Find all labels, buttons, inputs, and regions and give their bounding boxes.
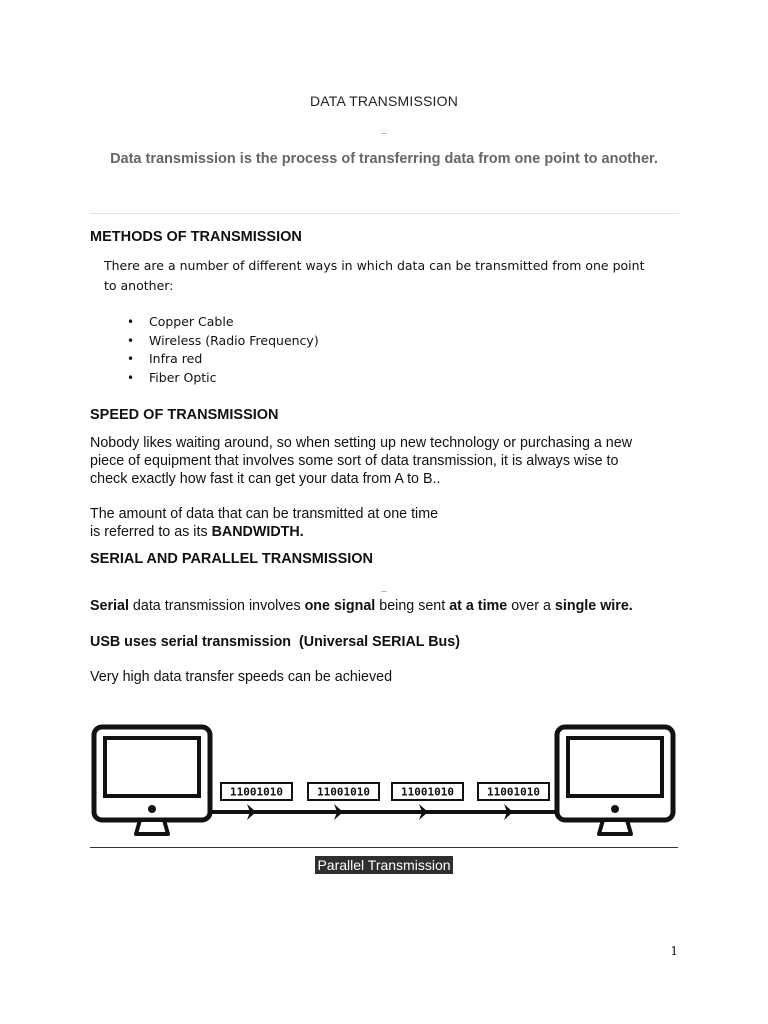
serial-transmission-diagram xyxy=(90,722,680,846)
speed-paragraph xyxy=(90,434,632,488)
svg-text:11001010: 11001010 xyxy=(487,785,540,799)
speed-line-2: piece of equipment that involves some sort of data transmission, it is always wise to xyxy=(90,453,619,469)
caption-label: Parallel Transmission xyxy=(317,857,451,873)
bullet-icon: • xyxy=(127,315,135,329)
intro-text: Data transmission is the process of transferring data from one point to another. xyxy=(110,151,658,167)
bandwidth-term: BANDWIDTH. xyxy=(211,524,304,540)
methods-heading: METHODS OF TRANSMISSION xyxy=(90,229,302,245)
section-divider xyxy=(90,213,679,214)
data-packet xyxy=(478,783,549,800)
decorative-dash xyxy=(381,133,387,134)
list-item: • Infra red xyxy=(104,350,319,369)
decorative-dash xyxy=(381,591,387,592)
data-packet xyxy=(392,783,463,800)
svg-text:11001010: 11001010 xyxy=(230,785,283,799)
bandwidth-line-2: is referred to as its BANDWIDTH. xyxy=(90,524,304,540)
page-title: DATA TRANSMISSION xyxy=(309,93,459,109)
page-number: 1 xyxy=(670,944,678,958)
data-packet xyxy=(308,783,379,800)
methods-intro-line-1: There are a number of different ways in which data can be transmitted from one point xyxy=(104,258,645,273)
methods-intro-line-2: to another: xyxy=(104,278,174,293)
diagram-caption xyxy=(0,857,768,875)
svg-text:11001010: 11001010 xyxy=(317,785,370,799)
usb-note: USB uses serial transmission (Universal SERIAL Bus) xyxy=(90,634,460,650)
bullet-icon: • xyxy=(127,370,135,385)
bullet-icon: • xyxy=(127,352,135,366)
diagram-divider xyxy=(90,847,678,848)
svg-text:11001010: 11001010 xyxy=(401,785,454,799)
data-packet xyxy=(221,783,292,800)
list-item: • Wireless (Radio Frequency) xyxy=(104,332,319,351)
list-item: • Copper Cable xyxy=(104,313,319,332)
speed-line-1: Nobody likes waiting around, so when setting up new technology or purchasing a new xyxy=(90,435,633,451)
serial-definition: Serial data transmission involves one signal being sent at a time over a single wire. xyxy=(90,598,633,614)
computer-monitor-right-icon xyxy=(557,727,673,834)
bullet-icon: • xyxy=(127,333,135,348)
speed-line-3: check exactly how fast it can get your data from A to B.. xyxy=(90,471,441,487)
speed-heading: SPEED OF TRANSMISSION xyxy=(90,407,279,423)
computer-monitor-left-icon xyxy=(94,727,210,834)
bandwidth-paragraph xyxy=(90,505,438,541)
list-item: • Fiber Optic xyxy=(104,369,319,388)
serial-heading: SERIAL AND PARALLEL TRANSMISSION xyxy=(90,551,374,567)
bandwidth-line-1: The amount of data that can be transmitted at one time xyxy=(90,506,439,522)
methods-intro xyxy=(104,256,644,296)
methods-list xyxy=(104,313,319,387)
speed-note: Very high data transfer speeds can be achieved xyxy=(90,669,393,685)
